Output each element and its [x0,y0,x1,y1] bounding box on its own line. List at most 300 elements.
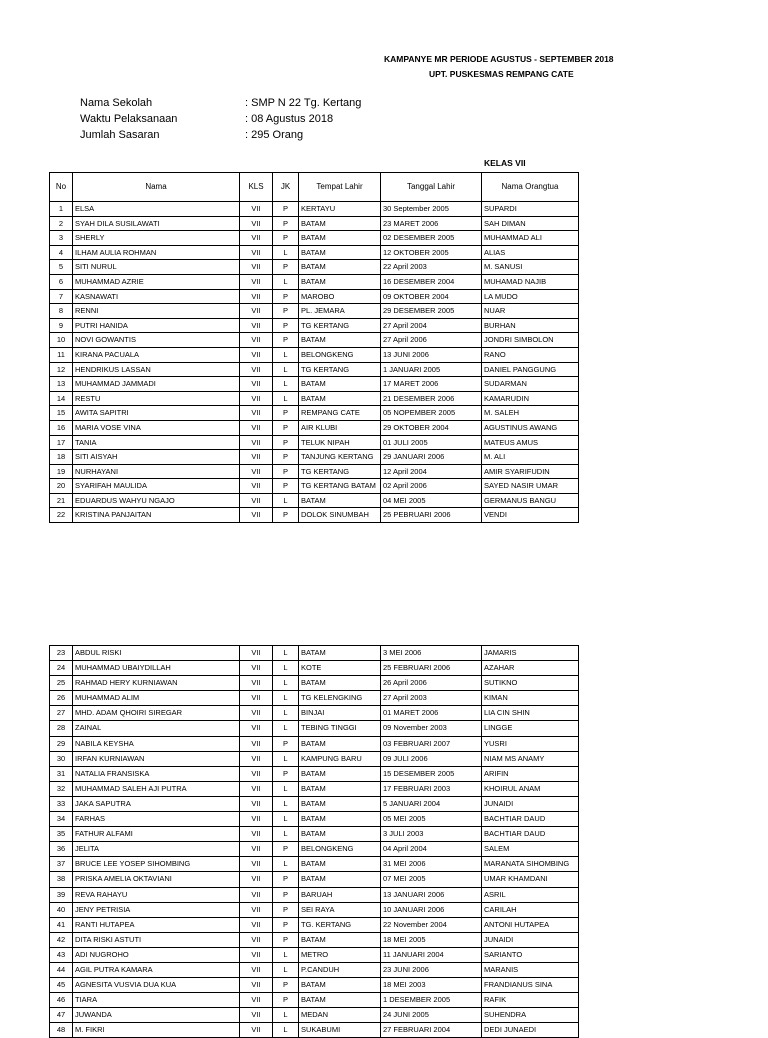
cell-no: 32 [50,781,73,796]
cell-gender: L [273,812,299,827]
cell-gender: P [273,420,299,435]
cell-birthdate: 3 MEI 2006 [381,646,482,661]
cell-birthplace: METRO [299,947,381,962]
cell-birthplace: KOTE [299,661,381,676]
cell-no: 36 [50,842,73,857]
cell-no: 6 [50,274,73,289]
cell-no: 25 [50,676,73,691]
col-header-no: No [50,173,73,202]
table-row [50,435,579,450]
cell-gender: P [273,842,299,857]
table-row [50,479,579,494]
cell-parent: M. SANUSI [482,260,579,275]
table-row [50,661,579,676]
cell-name: REVA RAHAYU [73,887,240,902]
cell-class: VII [240,857,273,872]
cell-no: 40 [50,902,73,917]
cell-birthplace: BATAM [299,391,381,406]
cell-birthplace: BELONGKENG [299,347,381,362]
col-header-name: Nama [73,173,240,202]
cell-gender: L [273,962,299,977]
table-row [50,751,579,766]
cell-no: 3 [50,231,73,246]
cell-name: ELSA [73,202,240,217]
cell-parent: SAYED NASIR UMAR [482,479,579,494]
cell-birthplace: BARUAH [299,887,381,902]
cell-parent: GERMANUS BANGU [482,493,579,508]
cell-birthplace: BATAM [299,993,381,1008]
cell-parent: JAMARIS [482,646,579,661]
cell-name: JAKA SAPUTRA [73,796,240,811]
cell-birthplace: BATAM [299,216,381,231]
cell-birthplace: MAROBO [299,289,381,304]
cell-no: 19 [50,464,73,479]
cell-gender: L [273,646,299,661]
cell-birthdate: 13 JANUARI 2006 [381,887,482,902]
table-row [50,245,579,260]
col-header-gender: JK [273,173,299,202]
table-row [50,812,579,827]
cell-birthplace: BATAM [299,872,381,887]
table-row [50,420,579,435]
cell-name: SYARIFAH MAULIDA [73,479,240,494]
cell-birthplace: TG. KERTANG [299,917,381,932]
cell-birthplace: TG KERTANG BATAM [299,479,381,494]
cell-parent: MATEUS AMUS [482,435,579,450]
cell-birthplace: REMPANG CATE [299,406,381,421]
cell-no: 24 [50,661,73,676]
cell-gender: P [273,450,299,465]
table-row [50,508,579,523]
cell-no: 2 [50,216,73,231]
cell-birthdate: 09 JULI 2006 [381,751,482,766]
table-row [50,362,579,377]
cell-birthplace: BATAM [299,245,381,260]
cell-gender: L [273,274,299,289]
student-table-page1 [49,172,579,523]
cell-name: KASNAWATI [73,289,240,304]
cell-class: VII [240,333,273,348]
cell-birthplace: P.CANDUH [299,962,381,977]
cell-parent: LIA CIN SHIN [482,706,579,721]
cell-name: PRISKA AMELIA OKTAVIANI [73,872,240,887]
table-row [50,796,579,811]
cell-no: 18 [50,450,73,465]
cell-parent: ARIFIN [482,766,579,781]
cell-no: 37 [50,857,73,872]
table-row [50,216,579,231]
cell-gender: L [273,721,299,736]
cell-birthplace: BATAM [299,781,381,796]
cell-gender: P [273,216,299,231]
cell-parent: UMAR KHAMDANI [482,872,579,887]
table-row [50,391,579,406]
cell-birthplace: BATAM [299,857,381,872]
cell-gender: L [273,827,299,842]
cell-gender: P [273,902,299,917]
cell-class: VII [240,493,273,508]
table-row [50,932,579,947]
cell-birthdate: 01 JULI 2005 [381,435,482,450]
cell-gender: P [273,231,299,246]
table-row [50,781,579,796]
info-row-target [80,129,400,145]
cell-name: PUTRI HANIDA [73,318,240,333]
cell-no: 28 [50,721,73,736]
table-body-page1 [50,202,579,523]
cell-parent: MUHAMMAD ALI [482,231,579,246]
cell-no: 48 [50,1023,73,1038]
cell-no: 34 [50,812,73,827]
cell-class: VII [240,812,273,827]
cell-gender: P [273,736,299,751]
col-header-parent: Nama Orangtua [482,173,579,202]
cell-birthdate: 12 OKTOBER 2005 [381,245,482,260]
cell-name: EDUARDUS WAHYU NGAJO [73,493,240,508]
cell-gender: L [273,676,299,691]
table-row [50,857,579,872]
cell-parent: SAH DIMAN [482,216,579,231]
cell-name: KRISTINA PANJAITAN [73,508,240,523]
cell-parent: LINGGE [482,721,579,736]
cell-birthplace: BINJAI [299,706,381,721]
col-header-class: KLS [240,173,273,202]
cell-birthdate: 16 DESEMBER 2004 [381,274,482,289]
cell-gender: P [273,479,299,494]
cell-name: NOVI GOWANTIS [73,333,240,348]
table-body-page2 [50,646,579,1038]
cell-gender: P [273,993,299,1008]
cell-parent: YUSRI [482,736,579,751]
cell-gender: L [273,362,299,377]
cell-parent: MARANIS [482,962,579,977]
cell-no: 29 [50,736,73,751]
info-value: : 295 Orang [245,129,304,141]
cell-no: 41 [50,917,73,932]
table-row [50,1008,579,1023]
cell-birthplace: BATAM [299,377,381,392]
cell-birthdate: 31 MEI 2006 [381,857,482,872]
cell-gender: L [273,781,299,796]
cell-parent: AZAHAR [482,661,579,676]
cell-class: VII [240,827,273,842]
cell-class: VII [240,661,273,676]
table-row [50,464,579,479]
cell-no: 16 [50,420,73,435]
cell-birthplace: BATAM [299,978,381,993]
cell-class: VII [240,993,273,1008]
cell-birthplace: TEBING TINGGI [299,721,381,736]
cell-class: VII [240,347,273,362]
cell-birthplace: MEDAN [299,1008,381,1023]
cell-birthplace: TELUK NIPAH [299,435,381,450]
cell-class: VII [240,289,273,304]
cell-birthdate: 29 OKTOBER 2004 [381,420,482,435]
cell-birthdate: 10 JANUARI 2006 [381,902,482,917]
cell-no: 22 [50,508,73,523]
cell-birthdate: 18 MEI 2003 [381,978,482,993]
cell-birthdate: 05 NOPEMBER 2005 [381,406,482,421]
cell-gender: P [273,406,299,421]
cell-birthplace: DOLOK SINUMBAH [299,508,381,523]
table-row [50,202,579,217]
cell-parent: AGUSTINUS AWANG [482,420,579,435]
cell-parent: ANTONI HUTAPEA [482,917,579,932]
cell-birthplace: BATAM [299,766,381,781]
cell-birthdate: 23 JUNI 2006 [381,962,482,977]
cell-parent: BURHAN [482,318,579,333]
cell-no: 42 [50,932,73,947]
cell-birthdate: 3 JULI 2003 [381,827,482,842]
cell-no: 30 [50,751,73,766]
cell-gender: P [273,978,299,993]
cell-no: 31 [50,766,73,781]
cell-gender: L [273,493,299,508]
cell-class: VII [240,887,273,902]
cell-gender: L [273,796,299,811]
cell-name: RESTU [73,391,240,406]
cell-class: VII [240,691,273,706]
cell-name: NATALIA FRANSISKA [73,766,240,781]
cell-no: 10 [50,333,73,348]
table-row [50,706,579,721]
cell-birthplace: BATAM [299,646,381,661]
cell-birthdate: 5 JANUARI 2004 [381,796,482,811]
cell-gender: L [273,661,299,676]
cell-class: VII [240,318,273,333]
table-row [50,377,579,392]
cell-birthplace: KERTAYU [299,202,381,217]
cell-class: VII [240,917,273,932]
cell-parent: SUHENDRA [482,1008,579,1023]
cell-parent: JONDRI SIMBOLON [482,333,579,348]
cell-class: VII [240,245,273,260]
cell-birthdate: 25 PEBRUARI 2006 [381,508,482,523]
cell-gender: P [273,872,299,887]
cell-parent: BACHTIAR DAUD [482,827,579,842]
cell-name: DITA RISKI ASTUTI [73,932,240,947]
table-row [50,347,579,362]
cell-parent: JUNAIDI [482,796,579,811]
cell-birthdate: 27 April 2004 [381,318,482,333]
cell-birthplace: BATAM [299,274,381,289]
table-row [50,1023,579,1038]
cell-class: VII [240,721,273,736]
cell-birthdate: 04 April 2004 [381,842,482,857]
cell-class: VII [240,391,273,406]
table-row [50,736,579,751]
table-row [50,289,579,304]
cell-gender: P [273,202,299,217]
table-row [50,493,579,508]
cell-class: VII [240,646,273,661]
cell-birthplace: PL. JEMARA [299,304,381,319]
cell-parent: VENDI [482,508,579,523]
cell-birthdate: 22 November 2004 [381,917,482,932]
table-row [50,406,579,421]
cell-gender: P [273,289,299,304]
cell-name: FARHAS [73,812,240,827]
cell-name: RANTI HUTAPEA [73,917,240,932]
cell-name: NURHAYANI [73,464,240,479]
cell-birthdate: 05 MEI 2005 [381,812,482,827]
info-label: Waktu Pelaksanaan [80,113,178,125]
cell-gender: L [273,691,299,706]
cell-gender: L [273,377,299,392]
cell-gender: P [273,917,299,932]
cell-name: AGIL PUTRA KAMARA [73,962,240,977]
cell-name: AWITA SAPITRI [73,406,240,421]
cell-birthdate: 27 April 2006 [381,333,482,348]
cell-class: VII [240,1008,273,1023]
cell-parent: KHOIRUL ANAM [482,781,579,796]
document-subtitle: UPT. PUSKESMAS REMPANG CATE [429,69,574,79]
cell-name: MUHAMMAD ALIM [73,691,240,706]
cell-name: BRUCE LEE YOSEP SIHOMBING [73,857,240,872]
cell-no: 11 [50,347,73,362]
cell-gender: P [273,304,299,319]
cell-no: 8 [50,304,73,319]
cell-class: VII [240,464,273,479]
cell-birthplace: BATAM [299,231,381,246]
cell-parent: M. SALEH [482,406,579,421]
cell-parent: SUDARMAN [482,377,579,392]
cell-class: VII [240,420,273,435]
cell-no: 15 [50,406,73,421]
table-row [50,260,579,275]
cell-birthplace: BATAM [299,493,381,508]
cell-parent: DANIEL PANGGUNG [482,362,579,377]
cell-birthdate: 29 DESEMBER 2005 [381,304,482,319]
cell-birthplace: BATAM [299,812,381,827]
cell-birthdate: 09 November 2003 [381,721,482,736]
cell-class: VII [240,377,273,392]
table-row [50,827,579,842]
cell-gender: P [273,333,299,348]
cell-no: 44 [50,962,73,977]
cell-parent: NUAR [482,304,579,319]
table-row [50,842,579,857]
cell-name: MUHAMMAD UBAIYDILLAH [73,661,240,676]
cell-no: 27 [50,706,73,721]
cell-gender: P [273,435,299,450]
cell-no: 45 [50,978,73,993]
info-value: : 08 Agustus 2018 [245,113,334,125]
cell-gender: L [273,706,299,721]
table-row [50,721,579,736]
cell-parent: SUPARDI [482,202,579,217]
cell-birthdate: 03 FEBRUARI 2007 [381,736,482,751]
info-label: Nama Sekolah [80,97,153,109]
cell-name: MUHAMMAD AZRIE [73,274,240,289]
cell-class: VII [240,231,273,246]
table-row [50,274,579,289]
cell-birthplace: BATAM [299,676,381,691]
cell-birthdate: 02 April 2006 [381,479,482,494]
cell-no: 13 [50,377,73,392]
cell-parent: MUHAMAD NAJIB [482,274,579,289]
cell-gender: P [273,766,299,781]
cell-class: VII [240,872,273,887]
cell-birthdate: 09 OKTOBER 2004 [381,289,482,304]
cell-no: 9 [50,318,73,333]
cell-no: 21 [50,493,73,508]
table-header-row [50,173,579,202]
cell-no: 7 [50,289,73,304]
cell-birthdate: 27 FEBRUARI 2004 [381,1023,482,1038]
cell-class: VII [240,260,273,275]
cell-class: VII [240,706,273,721]
cell-parent: MARANATA SIHOMBING [482,857,579,872]
cell-birthdate: 1 DESEMBER 2005 [381,993,482,1008]
cell-birthdate: 11 JANUARI 2004 [381,947,482,962]
cell-gender: P [273,260,299,275]
cell-birthplace: TG KERTANG [299,464,381,479]
cell-no: 20 [50,479,73,494]
cell-parent: M. ALI [482,450,579,465]
info-label: Jumlah Sasaran [80,129,160,141]
cell-gender: L [273,391,299,406]
table-row [50,691,579,706]
cell-birthdate: 25 FEBRUARI 2006 [381,661,482,676]
cell-birthdate: 22 April 2003 [381,260,482,275]
cell-birthplace: TG KELENGKING [299,691,381,706]
cell-class: VII [240,216,273,231]
table-row [50,450,579,465]
cell-class: VII [240,842,273,857]
cell-name: RAHMAD HERY KURNIAWAN [73,676,240,691]
cell-class: VII [240,796,273,811]
school-info [80,97,400,145]
cell-no: 14 [50,391,73,406]
cell-no: 17 [50,435,73,450]
cell-name: MARIA VOSE VINA [73,420,240,435]
cell-class: VII [240,781,273,796]
cell-birthplace: SUKABUMI [299,1023,381,1038]
cell-name: TIARA [73,993,240,1008]
cell-name: HENDRIKUS LASSAN [73,362,240,377]
cell-name: ABDUL RISKI [73,646,240,661]
cell-no: 23 [50,646,73,661]
cell-birthdate: 1 JANUARI 2005 [381,362,482,377]
table-row [50,947,579,962]
cell-birthdate: 21 DESEMBER 2006 [381,391,482,406]
table-row [50,962,579,977]
cell-birthplace: TG KERTANG [299,362,381,377]
cell-no: 46 [50,993,73,1008]
cell-birthdate: 13 JUNI 2006 [381,347,482,362]
cell-parent: KAMARUDIN [482,391,579,406]
cell-birthplace: BATAM [299,932,381,947]
cell-class: VII [240,962,273,977]
cell-no: 12 [50,362,73,377]
cell-parent: ALIAS [482,245,579,260]
cell-birthdate: 29 JANUARI 2006 [381,450,482,465]
class-heading: KELAS VII [484,158,526,168]
cell-class: VII [240,676,273,691]
cell-name: TANIA [73,435,240,450]
cell-parent: RANO [482,347,579,362]
cell-parent: JUNAIDI [482,932,579,947]
cell-parent: DEDI JUNAEDI [482,1023,579,1038]
cell-birthplace: BELONGKENG [299,842,381,857]
cell-gender: P [273,932,299,947]
cell-name: SYAH DILA SUSILAWATI [73,216,240,231]
cell-parent: SARIANTO [482,947,579,962]
cell-parent: RAFIK [482,993,579,1008]
cell-name: ADI NUGROHO [73,947,240,962]
cell-parent: KIMAN [482,691,579,706]
